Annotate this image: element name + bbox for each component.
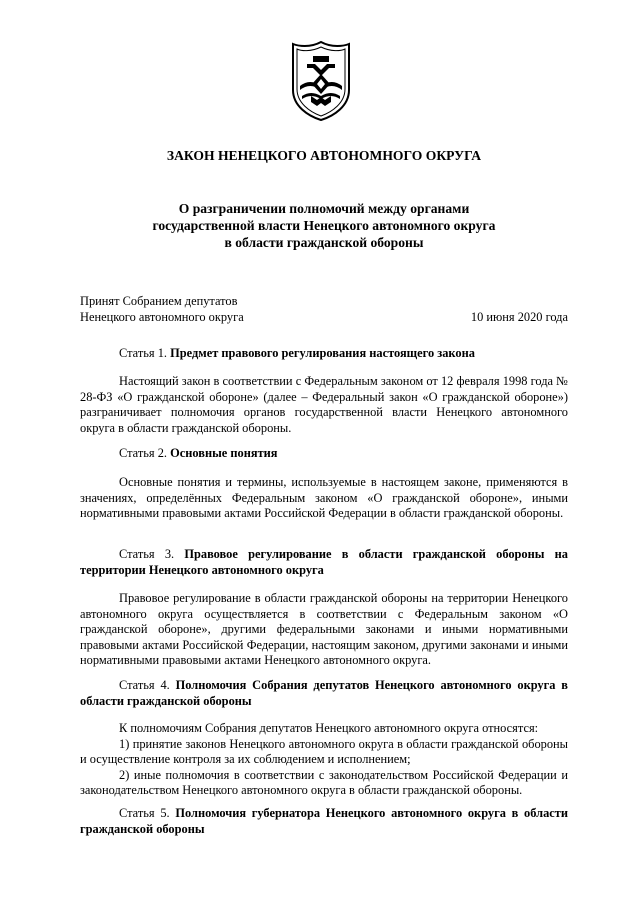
article-2-heading [80, 446, 568, 462]
article-heading [80, 806, 568, 837]
article-3-body [80, 591, 568, 669]
article-1-body [80, 374, 568, 436]
article-number: Статья 1. [119, 346, 168, 360]
adoption-row [80, 310, 568, 326]
article-2-body [80, 475, 568, 522]
law-title: ЗАКОН НЕНЕЦКОГО АВТОНОМНОГО ОКРУГА [166, 148, 482, 163]
article-1-heading [80, 346, 568, 362]
article-4-heading [80, 678, 568, 709]
list-item: 2) иные полномочия в соответствии с законодательством Российской Федерации и законодательством Ненецкого автономного округа в области гражданской обороны. [80, 767, 568, 798]
adoption-info [80, 294, 568, 325]
article-title: Предмет правового регулирования настоящего закона [170, 346, 475, 360]
list-item: 1) принятие законов Ненецкого автономного округа в области гражданской обороны и осуществление контроля за их соблюдением и исполнением; [80, 736, 568, 767]
paragraph: Правовое регулирование в области гражданской обороны на территории Ненецкого автономного округа осуществляется в соответствии с Федеральным законом «О гражданской обороне», другими федеральными законами и иными нормативными правовыми актами Российской Федерации, настоящим законом, другими законами и иными нормативными правовыми актами Ненецкого автономного округа. [80, 591, 568, 668]
article-4-body [80, 721, 568, 799]
article-5-heading [80, 806, 568, 837]
adoption-line-2: Ненецкого автономного округа [80, 309, 244, 324]
adoption-date: 10 июня 2020 года [470, 309, 568, 324]
paragraph: Настоящий закон в соответствии с Федеральным законом от 12 февраля 1998 года № 28-ФЗ «О гражданской обороне» (далее – Федеральный закон «О гражданской обороне») разграничивает полномочия органов государственной власти Ненецкого автономного округа в области гражданской обороны. [80, 374, 568, 435]
article-number: Статья 5. [119, 806, 170, 820]
article-title: Полномочия Собрания депутатов Ненецкого автономного округа в области гражданской обороны [80, 678, 568, 708]
law-subject [80, 200, 568, 251]
article-number: Статья 2. [119, 446, 168, 460]
article-title: Правовое регулирование в области гражданской обороны на территории Ненецкого автономного округа [80, 547, 568, 577]
law-subject-line: О разграничении полномочий между органами [178, 201, 470, 216]
article-heading [80, 346, 568, 362]
adoption-line-1: Принят Собранием депутатов [80, 294, 238, 308]
article-number: Статья 4. [119, 678, 170, 692]
article-number: Статья 3. [119, 547, 175, 561]
article-title: Основные понятия [170, 446, 278, 460]
article-title: Полномочия губернатора Ненецкого автономного округа в области гражданской обороны [80, 806, 568, 836]
article-heading [80, 547, 568, 578]
article-heading [80, 678, 568, 709]
article-3-heading [80, 547, 568, 578]
paragraph: К полномочиям Собрания депутатов Ненецкого автономного округа относятся: [119, 721, 539, 735]
law-subject-line: в области гражданской обороны [224, 235, 424, 250]
article-heading [80, 446, 568, 462]
coat-of-arms-icon [290, 40, 352, 122]
paragraph: Основные понятия и термины, используемые в настоящем законе, применяются в значениях, определённых Федеральным законом «О гражданской обороне», иными нормативными правовыми актами Российской Федерации в области гражданской обороны. [80, 475, 568, 521]
law-subject-line: государственной власти Ненецкого автономного округа [152, 218, 496, 233]
